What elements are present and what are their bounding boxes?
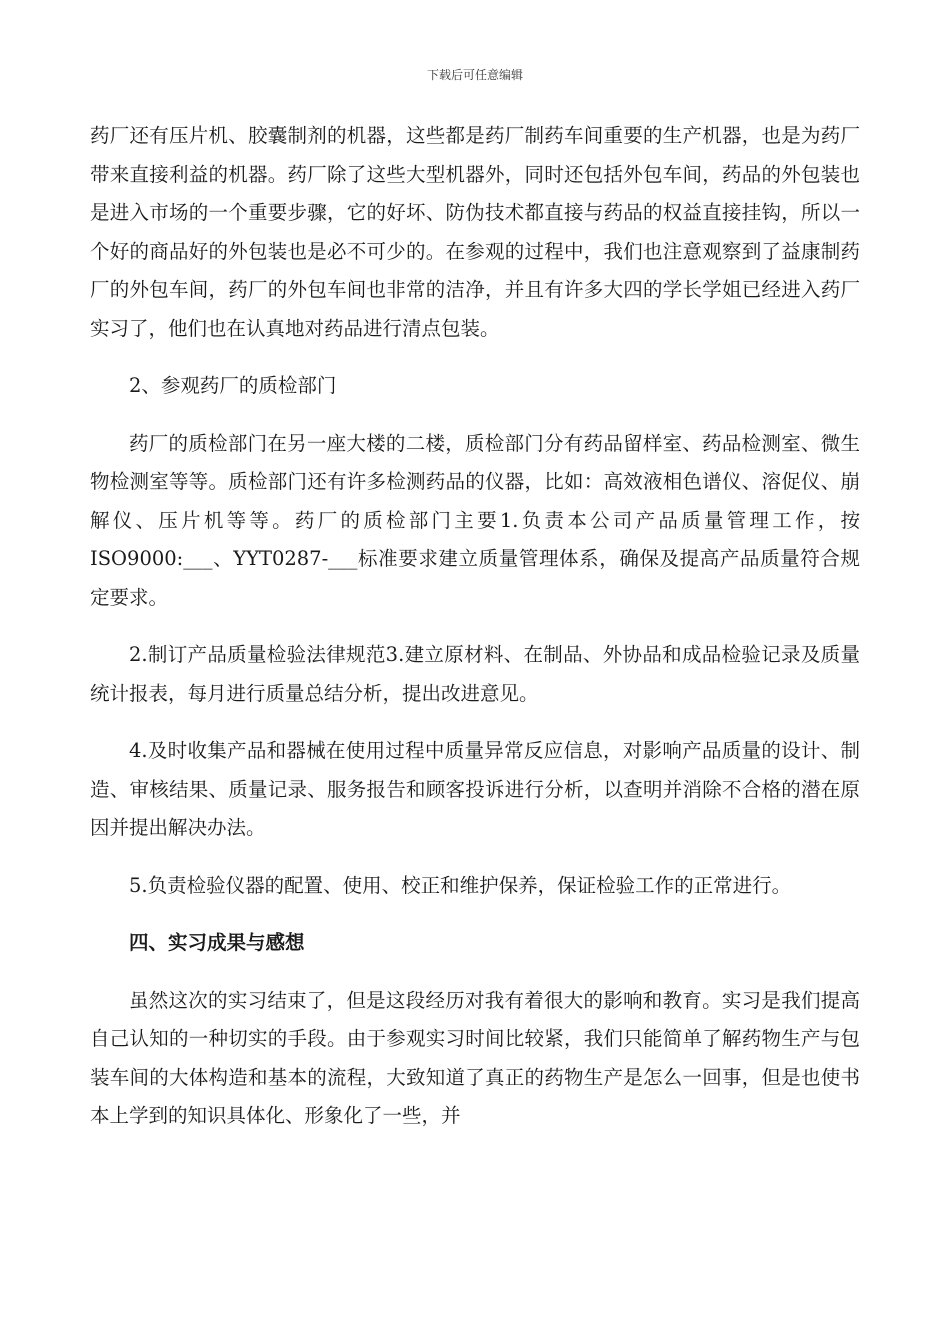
paragraph-qc-department: 药厂的质检部门在另一座大楼的二楼，质检部门分有药品留样室、药品检测室、微生物检测室等等。质检部门还有许多检测药品的仪器，比如：高效液相色谱仪、溶促仪、崩解仪、压片机等等。药厂的质检部门主要1.负责本公司产品质量管理工作，按ISO9000:___、YYT0287-___标准要求建立质量管理体系，确保及提高产品质量符合规定要求。 <box>90 431 860 609</box>
paragraph-workshop-machines: 药厂还有压片机、胶囊制剂的机器，这些都是药厂制药车间重要的生产机器，也是为药厂带来直接利益的机器。药厂除了这些大型机器外，同时还包括外包车间，药品的外包装也是进入市场的一个重要步骤，它的好坏、防伪技术都直接与药品的权益直接挂钩，所以一个好的商品好的外包装也是必不可少的。在参观的过程中，我们也注意观察到了益康制药厂的外包车间，药厂的外包车间也非常的洁净，并且有许多大四的学长学姐已经进入药厂实习了，他们也在认真地对药品进行清点包装。 <box>90 124 860 340</box>
paragraph-qc-item-5: 5.负责检验仪器的配置、使用、校正和维护保养，保证检验工作的正常进行。 <box>129 873 792 897</box>
paragraph-qc-item-2-3: 2.制订产品质量检验法律规范3.建立原材料、在制品、外协品和成品检验记录及质量统计报表，每月进行质量总结分析，提出改进意见。 <box>90 643 860 705</box>
paragraph-reflection: 虽然这次的实习结束了，但是这段经历对我有着很大的影响和教育。实习是我们提高自己认知的一种切实的手段。由于参观实习时间比较紧，我们只能简单了解药物生产与包装车间的大体构造和基本的流程，大致知道了真正的药物生产是怎么一回事，但是也使书本上学到的知识具体化、形象化了一些，并 <box>90 988 860 1127</box>
page-header: 下载后可任意编辑 <box>426 68 523 82</box>
document-body <box>90 117 860 1136</box>
section-heading-results: 四、实习成果与感想 <box>129 931 305 954</box>
section-heading-qc-visit: 2、参观药厂的质检部门 <box>129 374 337 397</box>
paragraph-qc-item-4: 4.及时收集产品和器械在使用过程中质量异常反应信息，对影响产品质量的设计、制造、审核结果、质量记录、服务报告和顾客投诉进行分析，以查明并消除不合格的潜在原因并提出解决办法。 <box>90 739 860 839</box>
